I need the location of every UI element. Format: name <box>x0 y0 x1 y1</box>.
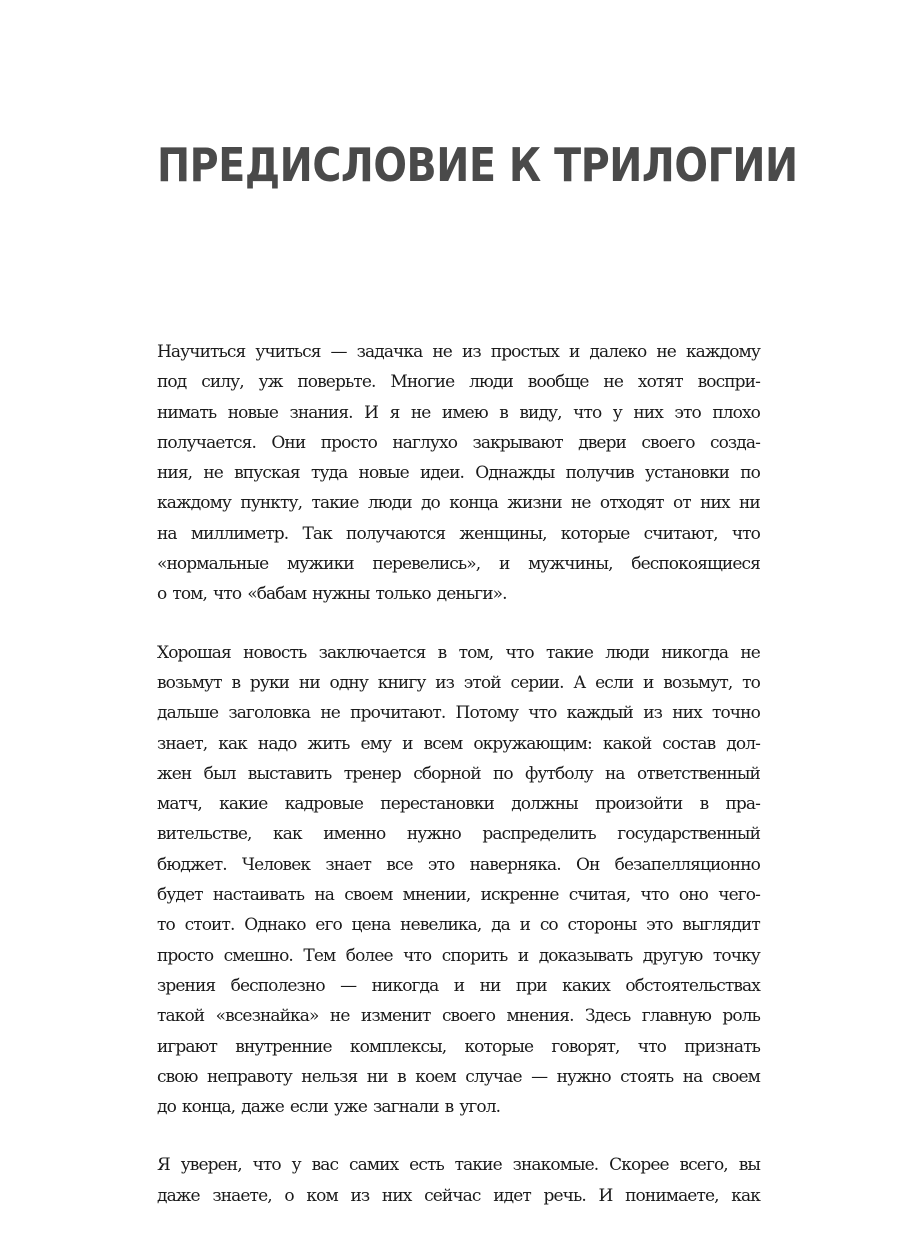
text-line <box>157 729 760 759</box>
word: Хорошая <box>157 642 231 663</box>
word: стоять <box>620 1066 674 1087</box>
word: заголовка <box>228 703 311 724</box>
word: имею <box>441 402 488 423</box>
word: возьмут, <box>663 672 733 693</box>
word: Однажды <box>475 463 555 484</box>
word: получается. <box>157 432 256 453</box>
word: книгу <box>377 672 426 693</box>
word: Они <box>271 432 306 453</box>
word: зрения <box>157 975 216 996</box>
word: что <box>731 523 760 544</box>
word: каждому <box>157 493 232 514</box>
word: всем <box>423 733 463 754</box>
word: что <box>505 642 534 663</box>
word: ни <box>739 493 760 514</box>
word: закрывают <box>472 432 563 453</box>
word: плохо <box>712 402 760 423</box>
text-line <box>157 398 760 428</box>
word: из <box>461 342 481 362</box>
word: — <box>531 1066 548 1087</box>
text-line <box>157 971 760 1001</box>
body-text <box>157 337 760 1239</box>
word: «бабам <box>247 584 307 605</box>
word: далеко <box>589 342 647 362</box>
word: ком <box>306 1185 338 1206</box>
word: «всезнайка» <box>215 1006 319 1027</box>
word: что <box>213 584 242 605</box>
word: мужчины, <box>528 554 613 575</box>
word: хотят <box>637 372 683 393</box>
word: знакомые. <box>512 1155 599 1176</box>
word: под <box>157 372 187 393</box>
word: дол- <box>726 733 760 754</box>
word: Так <box>302 523 332 544</box>
word: выставить <box>247 763 332 784</box>
word: по <box>492 763 513 784</box>
word: ни <box>366 1066 388 1087</box>
word: признать <box>684 1036 760 1057</box>
word: если <box>595 672 634 693</box>
word: в <box>437 642 447 663</box>
word: никогда <box>661 642 729 663</box>
word: то <box>157 915 175 936</box>
word: доказывать <box>538 945 633 966</box>
word: своего <box>441 1006 496 1027</box>
text-line <box>157 337 760 367</box>
word: созда- <box>709 432 760 453</box>
word: именно <box>323 824 386 845</box>
word: отходят <box>599 493 664 514</box>
word: изменит <box>360 1006 431 1027</box>
word: говорят, <box>551 1036 620 1057</box>
paragraph <box>157 337 760 610</box>
word: то <box>742 672 760 693</box>
word: деньги». <box>436 584 507 605</box>
word: — <box>330 342 347 362</box>
word: есть <box>409 1155 444 1176</box>
word: жить <box>307 733 350 754</box>
word: знает <box>325 854 372 875</box>
word: Здесь <box>584 1006 631 1027</box>
word: установки <box>644 463 730 484</box>
word: впуская <box>234 463 300 484</box>
word: такие <box>545 642 594 663</box>
word: все <box>386 854 413 875</box>
word: что <box>252 1155 281 1176</box>
word: люди <box>605 642 650 663</box>
word: дальше <box>157 703 219 724</box>
word: просто <box>320 432 377 453</box>
word: ни <box>479 975 501 996</box>
word: комплексы, <box>349 1036 447 1057</box>
word: стороны <box>567 915 637 936</box>
word: окружающим: <box>473 733 592 754</box>
word: такие <box>454 1155 502 1176</box>
word: силу, <box>201 372 244 393</box>
word: ни <box>298 672 320 693</box>
word: спорить <box>441 945 508 966</box>
word: только <box>375 584 431 605</box>
word: поверьте. <box>297 372 376 393</box>
word: миллиметр. <box>190 523 289 544</box>
word: такой <box>157 1006 205 1027</box>
word: новые <box>227 402 278 423</box>
word: искренне <box>480 885 559 906</box>
word: понимаете, <box>625 1185 719 1206</box>
text-line <box>157 850 760 880</box>
word: у <box>291 1155 301 1176</box>
word: до <box>157 1097 176 1118</box>
word: в <box>499 402 508 423</box>
word: и <box>402 733 413 754</box>
word: это <box>646 915 673 936</box>
word: уж <box>258 372 283 393</box>
word: матч, <box>157 794 202 815</box>
word: мнения. <box>506 1006 574 1027</box>
word: знаете, <box>212 1185 272 1206</box>
word: невелика, <box>400 915 482 936</box>
word: надо <box>257 733 297 754</box>
word: что <box>640 885 669 906</box>
word: которые <box>464 1036 534 1057</box>
word: и <box>498 554 510 575</box>
word: загнали <box>373 1097 439 1118</box>
word: нужны <box>312 584 370 605</box>
word: сейчас <box>424 1185 481 1206</box>
word: Тем <box>303 945 336 966</box>
text-line <box>157 458 760 488</box>
word: обстоятельствах <box>625 975 760 996</box>
word: в <box>699 794 709 815</box>
word: них <box>700 493 730 514</box>
word: — <box>340 975 357 996</box>
word: бюджет. <box>157 854 227 875</box>
word: даже <box>157 1185 200 1206</box>
word: такие <box>311 493 359 514</box>
text-line <box>157 941 760 971</box>
text-line <box>157 759 760 789</box>
word: каждому <box>685 342 760 362</box>
word: люди <box>367 493 412 514</box>
word: не <box>203 463 223 484</box>
word: не <box>329 1006 350 1027</box>
word: да <box>491 915 510 936</box>
word: считая, <box>568 885 631 906</box>
word: заключается <box>318 642 426 663</box>
word: на <box>157 523 177 544</box>
word: вас <box>311 1155 339 1176</box>
word: смешно. <box>223 945 293 966</box>
word: своего <box>641 432 695 453</box>
text-line <box>157 1092 760 1122</box>
word: вообще <box>527 372 589 393</box>
word: по <box>740 463 760 484</box>
word: цена <box>351 915 391 936</box>
word: туда <box>310 463 348 484</box>
text-line <box>157 488 760 518</box>
word: женщины, <box>459 523 547 544</box>
word: безапелляционно <box>614 854 760 875</box>
word: я <box>389 402 400 423</box>
word: пра- <box>725 794 760 815</box>
word: возьмут <box>157 672 222 693</box>
word: должны <box>511 794 578 815</box>
word: при <box>515 975 547 996</box>
text-line <box>157 1032 760 1062</box>
word: из <box>435 672 455 693</box>
word: о <box>284 1185 294 1206</box>
word: Потому <box>455 703 519 724</box>
word: выглядит <box>682 915 760 936</box>
word: более <box>345 945 393 966</box>
word: знания. <box>289 402 353 423</box>
text-line <box>157 819 760 849</box>
word: что <box>528 703 557 724</box>
word: своем <box>344 885 393 906</box>
word: это <box>674 402 701 423</box>
word: новость <box>243 642 307 663</box>
word: точку <box>712 945 760 966</box>
word: учиться <box>255 342 321 362</box>
word: сборной <box>413 763 481 784</box>
word: ответственный <box>636 763 760 784</box>
word: «нормальные <box>157 554 269 575</box>
word: конца <box>449 493 498 514</box>
word: нимать <box>157 402 217 423</box>
word: ему <box>360 733 392 754</box>
text-line <box>157 519 760 549</box>
word: коем <box>415 1066 456 1087</box>
word: получаются <box>346 523 446 544</box>
word: них <box>633 402 663 423</box>
word: играют <box>157 1036 218 1057</box>
word: не <box>432 342 452 362</box>
word: и <box>519 915 531 936</box>
word: в <box>397 1066 406 1087</box>
word: не <box>410 402 431 423</box>
word: никогда <box>371 975 439 996</box>
word: в <box>231 672 241 693</box>
word: руки <box>249 672 290 693</box>
word: не <box>570 493 591 514</box>
word: что <box>403 945 432 966</box>
word: что <box>637 1036 666 1057</box>
word: настаивать <box>212 885 305 906</box>
text-line <box>157 1062 760 1092</box>
word: не <box>320 703 340 724</box>
word: и <box>643 672 654 693</box>
word: стоит. <box>184 915 235 936</box>
text-line <box>157 549 760 579</box>
word: какой <box>602 733 652 754</box>
word: состав <box>662 733 716 754</box>
text-line <box>157 428 760 458</box>
word: государственный <box>617 824 760 845</box>
word: которые <box>560 523 630 544</box>
word: на <box>314 885 335 906</box>
word: кадровые <box>284 794 364 815</box>
word: Однако <box>244 915 306 936</box>
word: оно <box>678 885 709 906</box>
text-line <box>157 1150 760 1180</box>
word: просто <box>157 945 214 966</box>
word: своем <box>711 1066 760 1087</box>
word: прочитают. <box>350 703 446 724</box>
word: и <box>517 945 529 966</box>
word: от <box>672 493 691 514</box>
text-line <box>157 880 760 910</box>
word: задачка <box>356 342 423 362</box>
word: перевелись», <box>372 554 481 575</box>
word: даже <box>241 1097 284 1118</box>
word: какие <box>219 794 268 815</box>
word: простых <box>490 342 559 362</box>
word: уже <box>334 1097 368 1118</box>
word: из <box>643 703 662 724</box>
word: получив <box>565 463 634 484</box>
word: у <box>612 402 622 423</box>
paragraph <box>157 638 760 1123</box>
word: другую <box>642 945 703 966</box>
paragraph <box>157 1150 760 1211</box>
word: каких <box>562 975 610 996</box>
word: нужно <box>406 824 461 845</box>
text-line <box>157 638 760 668</box>
word: идеи. <box>419 463 465 484</box>
word: двери <box>578 432 626 453</box>
word: речь. <box>543 1185 586 1206</box>
word: каждый <box>566 703 633 724</box>
word: них <box>381 1185 412 1206</box>
text-line <box>157 789 760 819</box>
word: Человек <box>241 854 311 875</box>
word: и <box>453 975 465 996</box>
word: том, <box>172 584 208 605</box>
word: И <box>364 402 379 423</box>
word: Я <box>157 1155 170 1176</box>
word: на <box>604 763 625 784</box>
word: это <box>427 854 455 875</box>
word: А <box>573 672 586 693</box>
word: нельзя <box>301 1066 358 1087</box>
word: случае <box>465 1066 522 1087</box>
word: как <box>731 1185 760 1206</box>
word: угол. <box>459 1097 501 1118</box>
word: Он <box>575 854 600 875</box>
word: тренер <box>343 763 401 784</box>
text-line <box>157 910 760 940</box>
word: его <box>315 915 342 936</box>
text-line <box>157 367 760 397</box>
word: всего, <box>679 1155 728 1176</box>
word: новые <box>358 463 409 484</box>
word: наглухо <box>392 432 458 453</box>
text-line <box>157 1181 760 1211</box>
word: уверен, <box>180 1155 242 1176</box>
word: конца, <box>181 1097 236 1118</box>
word: если <box>289 1097 328 1118</box>
word: о <box>157 584 167 605</box>
word: не <box>656 342 676 362</box>
word: бесполезно <box>230 975 325 996</box>
word: мнении, <box>402 885 471 906</box>
word: воспри- <box>697 372 760 393</box>
word: вы <box>738 1155 760 1176</box>
word: был <box>203 763 236 784</box>
word: чего- <box>718 885 760 906</box>
word: И <box>598 1185 613 1206</box>
word: будет <box>157 885 203 906</box>
word: беспокоящиеся <box>631 554 760 575</box>
word: неправоту <box>206 1066 292 1087</box>
word: люди <box>469 372 513 393</box>
word: внутренние <box>235 1036 332 1057</box>
word: в <box>444 1097 454 1118</box>
word: как <box>273 824 302 845</box>
text-line <box>157 1001 760 1031</box>
word: считают, <box>643 523 718 544</box>
word: до <box>420 493 440 514</box>
word: перестановки <box>380 794 494 815</box>
word: из <box>350 1185 370 1206</box>
word: произойти <box>595 794 683 815</box>
word: одну <box>329 672 368 693</box>
text-line <box>157 698 760 728</box>
word: на <box>682 1066 703 1087</box>
word: и <box>568 342 580 362</box>
word: распределить <box>482 824 596 845</box>
word: самих <box>348 1155 399 1176</box>
word: мужики <box>286 554 354 575</box>
word: серии. <box>510 672 564 693</box>
word: роль <box>722 1006 760 1027</box>
word: идет <box>493 1185 531 1206</box>
word: главную <box>641 1006 712 1027</box>
word: пункту, <box>240 493 303 514</box>
word: футболу <box>525 763 593 784</box>
word: этой <box>463 672 501 693</box>
chapter-title: ПРЕДИСЛОВИЕ К ТРИЛОГИИ <box>157 138 798 192</box>
word: точно <box>711 703 760 724</box>
word: наверняка. <box>469 854 561 875</box>
word: жен <box>157 763 192 784</box>
word: нужно <box>556 1066 611 1087</box>
word: не <box>603 372 624 393</box>
word: что <box>573 402 602 423</box>
word: том, <box>458 642 494 663</box>
word: со <box>539 915 558 936</box>
word: них <box>672 703 702 724</box>
word: вительстве, <box>157 824 252 845</box>
text-line <box>157 668 760 698</box>
word: знает, <box>157 733 208 754</box>
word: как <box>218 733 247 754</box>
word: жизни <box>507 493 562 514</box>
word: свою <box>157 1066 198 1087</box>
word: виду, <box>519 402 562 423</box>
word: не <box>740 642 760 663</box>
word: Скорее <box>609 1155 669 1176</box>
word: Научиться <box>157 342 246 362</box>
word: ния, <box>157 463 193 484</box>
text-line <box>157 579 760 609</box>
word: Многие <box>390 372 455 393</box>
